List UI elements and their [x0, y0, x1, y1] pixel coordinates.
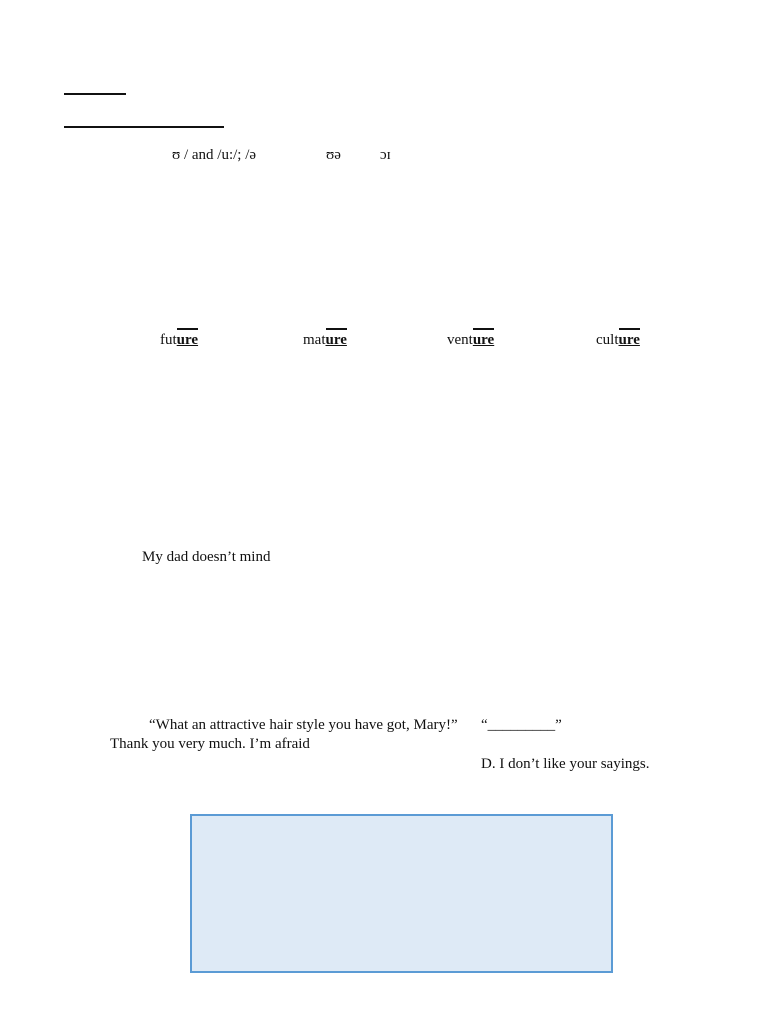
word-future	[160, 330, 198, 350]
phonetics-text-3: ɔɪ	[380, 147, 391, 163]
dialogue-reply: Thank you very much. I’m afraid	[110, 736, 310, 752]
dialogue-quote: “What an attractive hair style you have got, Mary!”	[149, 717, 458, 733]
option-d: D. I don’t like your sayings.	[481, 756, 650, 772]
word-prefix: cult	[596, 332, 619, 348]
word-prefix: fut	[160, 332, 177, 348]
word-prefix: vent	[447, 332, 473, 348]
dialogue-blank: “_________”	[481, 717, 562, 733]
overbar-mark	[326, 328, 347, 330]
overbar-mark	[619, 328, 640, 330]
word-stressed-ending: ure	[619, 332, 640, 348]
phonetics-text-2: ʊə	[326, 147, 341, 163]
title-underline-short	[64, 93, 126, 95]
word-venture	[447, 330, 494, 350]
word-stressed-ending: ure	[177, 332, 198, 348]
sentence-dad: My dad doesn’t mind	[142, 549, 271, 565]
overbar-mark	[473, 328, 494, 330]
word-stressed-ending: ure	[326, 332, 347, 348]
word-culture	[596, 330, 640, 350]
highlight-box	[190, 814, 613, 973]
phonetics-text-1: ʊ / and /u:/; /ə	[172, 147, 257, 163]
word-stressed-ending: ure	[473, 332, 494, 348]
overbar-mark	[177, 328, 198, 330]
word-mature	[303, 330, 347, 350]
word-prefix: mat	[303, 332, 326, 348]
title-underline-long	[64, 126, 224, 128]
